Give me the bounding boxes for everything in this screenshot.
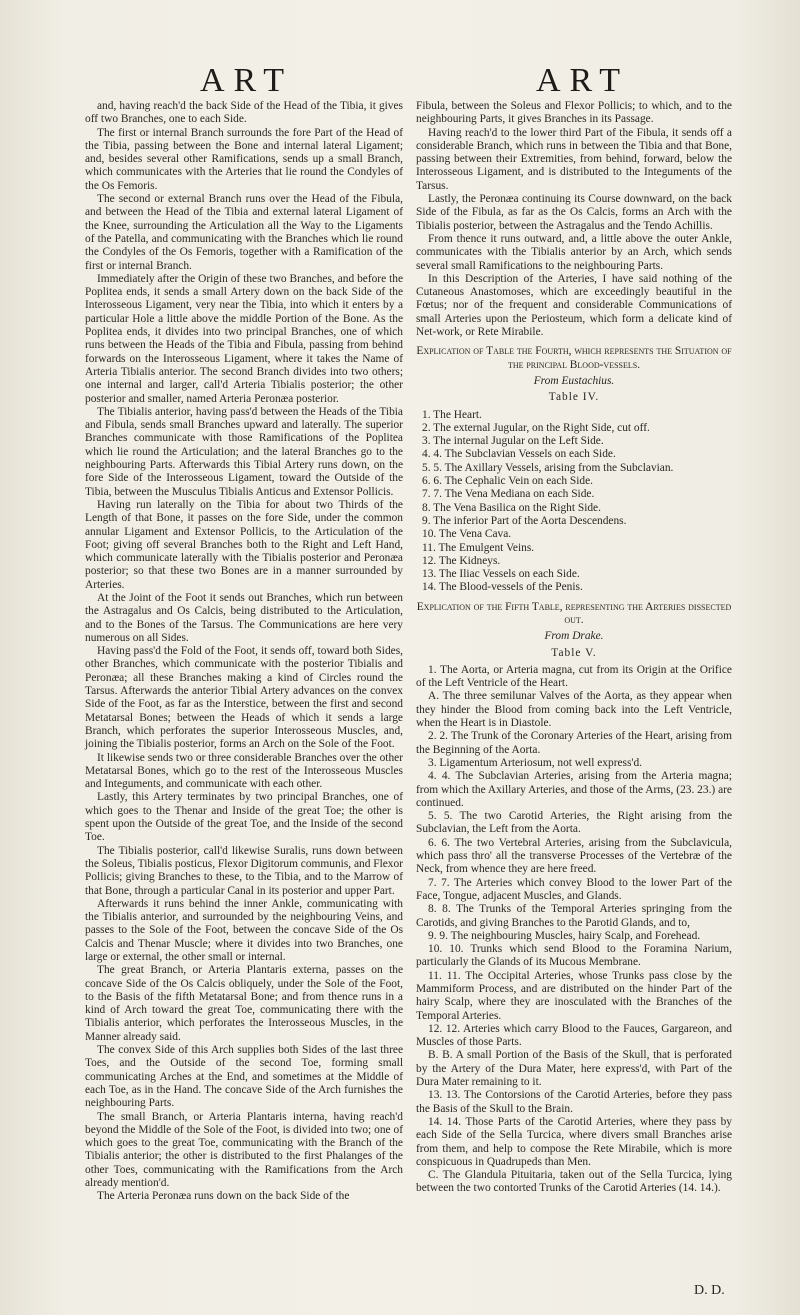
right-column [416,100,732,1196]
table-5-entry: C. The Glandula Pituitaria, taken out of the Sella Turcica, lying between the two contorted Trunks of the Carotid Arteries (14. 14.). [416,1169,732,1195]
table-title: Table IV. [548,391,600,404]
paragraph: The convex Side of this Arch supplies both Sides of the last three Toes, and the Outside of the second Toe, forming small communicating Arches at the End, and sometimes at the Middle of each Toe, as in the Hand. The concave Side of the Arch furnishes the neighbouring Parts. [85,1044,403,1110]
table-title: Table V. [551,646,597,659]
left-column [85,100,403,1204]
source-attribution: From Drake. [544,630,604,643]
section-heading-table-4: Explication of Table the Fourth, which represents the Situation of the principal Blood-vessels. [416,345,732,371]
paragraph: The small Branch, or Arteria Plantaris interna, having reach'd beyond the Middle of the Sole of the Foot, is divided into two; one of which goes to the great Toe, communicating with the Branch of the Tibialis anterior; the other is distributed to the first Phalanges of the other Toes, communicating with the Ramifications from the Arch already mention'd. [85,1110,403,1190]
table-5-entry: 10. 10. Trunks which send Blood to the Foramina Narium, particularly the Glands of its Mucous Membrane. [416,943,732,969]
running-head-right: ART [536,62,629,99]
paragraph: Fibula, between the Soleus and Flexor Pollicis; to which, and to the neighbouring Parts, it gives Branches in its Passage. [416,100,732,126]
paragraph: and, having reach'd the back Side of the Head of the Tibia, it gives off two Branches, one to each Side. [85,100,403,126]
table-5-entry: 6. 6. The two Vertebral Arteries, arising from the Subclavicula, which pass thro' all the transverse Processes of the Vertebræ of the Neck, from whence they are here freed. [416,836,732,876]
list-item: 13. The Iliac Vessels on each Side. [422,568,580,581]
signature-mark: D. D. [694,1283,725,1298]
paragraph: The Tibialis posterior, call'd likewise Suralis, runs down between the Soleus, Tibialis posticus, Flexor Digitorum communis, and Flexor Pollicis; giving Branches to these, to the Tibia, and to the Marrow of that Bone, through a particular Canal in its posterior and upper Part. [85,844,403,897]
table-5-entry: 2. 2. The Trunk of the Coronary Arteries of the Heart, arising from the Beginning of the Aorta. [416,730,732,756]
paragraph: In this Description of the Arteries, I have said nothing of the Cutaneous Anastomoses, which are exceedingly beautiful in the Fœtus; nor of the frequent and considerable Communications of small Arteries upon the Periosteum, which form a delicate kind of Net-work, or Rete Mirabile. [416,272,732,339]
paragraph: At the Joint of the Foot it sends out Branches, which run between the Astragalus and Os Calcis, being distributed to the Articulation, and to the Bones of the Tarsus. The Communications are here very numerous on all Sides. [85,591,403,644]
table-5-entry: 7. 7. The Arteries which convey Blood to the lower Part of the Face, Tongue, adjacent Muscles, and Glands. [416,876,732,902]
list-item: 5. 5. The Axillary Vessels, arising from the Subclavian. [422,461,674,474]
paragraph: The Arteria Peronæa runs down on the back Side of the [97,1190,350,1203]
paragraph: The great Branch, or Arteria Plantaris externa, passes on the concave Side of the Os Calcis obliquely, under the Sole of the Foot, to the Basis of the fifth Metatarsal Bone; and from thence runs in a kind of Arch toward the great Toe, communicating there with the Tibialis anterior, which perforates the Interosseous Muscles, in the Manner already said. [85,964,403,1043]
table-5-entry: 9. 9. The neighbouring Muscles, hairy Scalp, and Forehead. [428,929,701,942]
list-item: 4. 4. The Subclavian Vessels on each Side. [422,448,616,461]
paragraph: Having run laterally on the Tibia for about two Thirds of the Length of that Bone, it passes on the fore Side, under the common annular Ligament and Extensor Pollicis, to the Articulation of the Foot; giving off several Branches both to the Right and Left Hand, which communicate laterally with the Tibialis posterior and Peronæa posterior; so that these two Bones are in a manner surrounded by Arteries. [85,498,403,591]
table-5-entry: 14. 14. Those Parts of the Carotid Arteries, where they pass by each Side of the Sella Turcica, where divers small Branches arise from them, and help to compose the Rete Mirabile, which is more conspicuous in Quadrupeds than Men. [416,1115,732,1168]
paragraph: Immediately after the Origin of these two Branches, and before the Poplitea ends, it sends a small Artery down on the back Side of the Interosseous Ligament, very near the Tibia, into which it enters by a particular Hole a little above the middle Portion of the Bone. As the Poplitea ends, it divides into two principal Branches, one of which runs between the Heads of the Tibia and Fibula, passing from behind forwards on the Interosseous Ligament, where it takes the Name of Arteria Tibialis anterior. The second Branch divides into two others; one internal and larger, call'd Arteria Tibialis posterior; the other posterior and smaller, named Arteria Peronæa posterior. [85,272,403,405]
table-5-entry: 11. 11. The Occipital Arteries, whose Trunks pass close by the Mammiform Process, and are distributed on the hinder Part of the hairy Scalp, where they are inosculated with the Branches of the Temporal Arteries. [416,969,732,1022]
table-5-entry: B. B. A small Portion of the Basis of the Skull, that is perforated by the Artery of the Dura Mater, here express'd, with Part of the Dura Mater remaining to it. [416,1049,732,1089]
paragraph: Having pass'd the Fold of the Foot, it sends off, toward both Sides, other Branches, which communicate with the posterior Tibialis and Peronæa; all these Branches making a kind of Circles round the Tarsus. Afterwards the anterior Tibial Artery advances on the convex Side of the Foot, as far as the Interstice, between the first and second Metatarsal Bones; between the Heads of which it sends a large Branch, which perforates the superior Interosseous Muscles, and, joining the Tibialis posterior, forms an Arch on the Sole of the Foot. [85,645,403,751]
table-5-entry: 1. The Aorta, or Arteria magna, cut from its Origin at the Orifice of the Left Ventricle of the Heart. [416,663,732,690]
table-5-entry: A. The three semilunar Valves of the Aorta, as they appear when they hinder the Blood from coming back into the Left Ventricle, when the Heart is in Diastole. [416,690,732,730]
list-item: 11. The Emulgent Veins. [422,541,535,554]
list-item: 12. The Kidneys. [422,554,501,567]
list-item: 10. The Vena Cava. [422,528,512,541]
list-item: 6. 6. The Cephalic Vein on each Side. [422,475,594,488]
table-5-entry: 3. Ligamentum Arteriosum, not well express'd. [428,756,643,769]
paragraph: It likewise sends two or three considerable Branches over the other Metatarsal Bones, which go to the rest of the Interosseous Muscles and Integuments, and communicate with each other. [85,751,403,791]
table-5-entry: 13. 13. The Contorsions of the Carotid Arteries, before they pass the Basis of the Skull to the Brain. [416,1089,732,1115]
list-item: 9. The inferior Part of the Aorta Descendens. [422,514,627,527]
table-5-entry: 5. 5. The two Carotid Arteries, the Right arising from the Subclavian, the Left from the Aorta. [416,810,732,836]
paragraph: Having reach'd to the lower third Part of the Fibula, it sends off a considerable Branch, which runs in between the Tibia and that Bone, passing between their Extremities, from behind, forward, below the Interosseous Ligament, and is distributed to the Integuments of the Tarsus. [416,126,732,192]
paragraph: The first or internal Branch surrounds the fore Part of the Head of the Tibia, passing between the Bone and internal lateral Ligament; and, besides several other Ramifications, sends up a small Branch, which communicates with the Arteries that lie round the Condyles of the Os Femoris. [85,126,403,192]
section-heading-table-5: Explication of the Fifth Table, representing the Arteries dissected out. [416,600,732,626]
source-attribution: From Eustachius. [533,374,615,387]
list-item: 2. The external Jugular, on the Right Side, cut off. [422,421,650,434]
paragraph: Lastly, the Peronæa continuing its Course downward, on the back Side of the Fibula, as far as the Os Calcis, forms an Arch with the Tibialis posterior, between the Astragalus and the Tendo Achillis. [416,193,732,232]
table-4-list [416,409,732,595]
paragraph: From thence it runs outward, and, a little above the outer Ankle, communicates with the Tibialis anterior by an Arch, which sends several small Ramifications to the neighbouring Parts. [416,232,732,272]
paragraph: The Tibialis anterior, having pass'd between the Heads of the Tibia and Fibula, sends small Branches upward and laterally. The superior Branches communicate with those Ramifications of the Poplitea which lie round the Articulation; and the lateral Branches go to the neighbouring Parts. Afterwards this Tibial Artery runs down, on the fore Side of the Interosseous Ligament, toward the Outside of the Tibia, between the Musculus Tibialis Anticus and Extensor Pollicis. [85,405,403,498]
paragraph: The second or external Branch runs over the Head of the Fibula, and between the Head of the Tibia and external lateral Ligament of the Knee, surrounding the Articulation all the Way to the Ligaments of the Patella, and communicating with the Branches which lie round the Condyles of the Os Femoris, together with a Ramification of the first or internal Branch. [85,193,403,272]
list-item: 3. The internal Jugular on the Left Side. [422,435,604,448]
running-head-left: ART [200,62,293,99]
paragraph: Lastly, this Artery terminates by two principal Branches, one of which goes to the Thenar and Inside of the great Toe; the other is spent upon the Outside of the great Toe, and the Inside of the second Toe. [85,791,403,844]
table-5-entry: 12. 12. Arteries which carry Blood to the Fauces, Gargareon, and Muscles of those Parts. [416,1022,732,1049]
list-item: 8. The Vena Basilica on the Right Side. [422,501,601,514]
list-item: 1. The Heart. [422,408,482,421]
paragraph: Afterwards it runs behind the inner Ankle, communicating with the Tibialis anterior, and surrounded by the neighbouring Veins, and passes to the Sole of the Foot, between the concave Side of the Os Calcis and Thenar Muscle; where it divides into two Branches, one large or external, the other small or internal. [85,897,403,963]
table-5-entry: 8. 8. The Trunks of the Temporal Arteries springing from the Carotids, and giving Branches to the Parotid Glands, and to, [416,903,732,929]
table-5-entry: 4. 4. The Subclavian Arteries, arising from the Arteria magna; from which the Axillary Arteries, and those of the Arms, (23. 23.) are continued. [416,770,732,809]
list-item: 14. The Blood-vessels of the Penis. [422,581,583,594]
list-item: 7. 7. The Vena Mediana on each Side. [422,488,595,501]
